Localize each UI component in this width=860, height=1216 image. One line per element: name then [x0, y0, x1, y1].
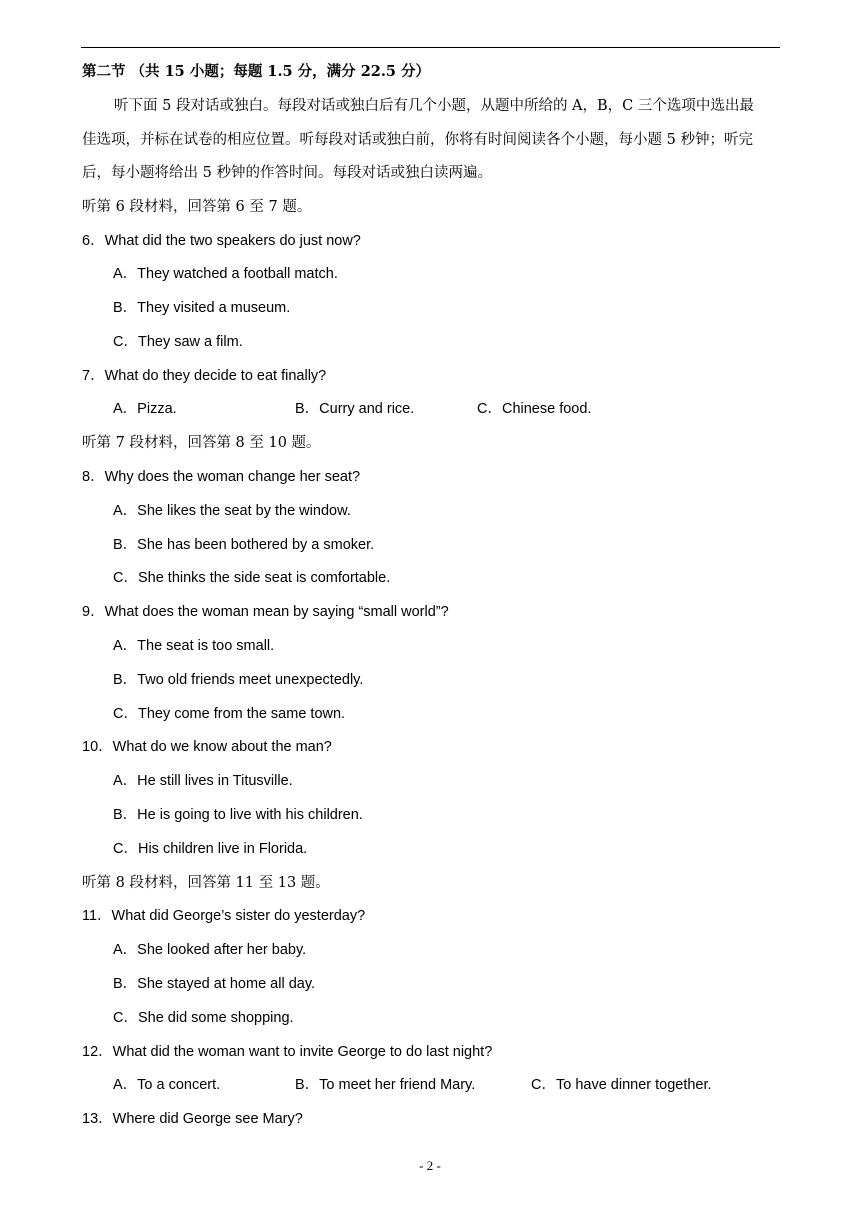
question-10-option-c: C．His children live in Florida.: [113, 841, 308, 857]
question-11-option-c: C．She did some shopping.: [113, 1010, 294, 1026]
top-divider: [81, 47, 780, 48]
question-10-stem: 10．What do we know about the man?: [82, 739, 332, 755]
question-12-option-c: C．To have dinner together.: [531, 1077, 712, 1093]
question-6-option-a: A．They watched a football match.: [113, 266, 338, 282]
question-12-option-a: A．To a concert.: [113, 1077, 221, 1093]
question-10-option-b: B．He is going to live with his children.: [113, 807, 363, 823]
section-title: 第二节 （共 15 小题；每题 1.5 分，满分 22.5 分）: [82, 63, 431, 80]
question-13-stem: 13．Where did George see Mary?: [82, 1111, 303, 1127]
question-6-option-c: C．They saw a film.: [113, 334, 243, 350]
question-11-stem: 11．What did George’s sister do yesterday?: [82, 908, 366, 924]
instructions-line-3: 后，每小题将给出 5 秒钟的作答时间。每段对话或独白读两遍。: [82, 165, 492, 181]
instructions-line-1: 听下面 5 段对话或独白。每段对话或独白后有几个小题，从题中所给的 A，B，C 三个选项中选出最: [114, 98, 754, 114]
question-12-stem: 12．What did the woman want to invite George to do last night?: [82, 1044, 493, 1060]
question-9-option-c: C．They come from the same town.: [113, 706, 346, 722]
question-6-option-b: B．They visited a museum.: [113, 300, 291, 316]
question-11-option-a: A．She looked after her baby.: [113, 942, 307, 958]
question-12-option-b: B．To meet her friend Mary.: [295, 1077, 476, 1093]
question-9-option-a: A．The seat is too small.: [113, 638, 275, 654]
group-heading-7: 听第 7 段材料，回答第 8 至 10 题。: [82, 435, 321, 451]
question-10-option-a: A．He still lives in Titusville.: [113, 773, 293, 789]
question-8-option-a: A．She likes the seat by the window.: [113, 503, 351, 519]
question-9-option-b: B．Two old friends meet unexpectedly.: [113, 672, 364, 688]
page-number: - 2 -: [419, 1158, 441, 1173]
question-11-option-b: B．She stayed at home all day.: [113, 976, 316, 992]
question-7-stem: 7．What do they decide to eat finally?: [82, 368, 327, 384]
question-9-stem: 9．What does the woman mean by saying “small world”?: [82, 604, 449, 620]
question-6-stem: 6．What did the two speakers do just now?: [82, 233, 361, 249]
question-8-option-b: B．She has been bothered by a smoker.: [113, 537, 375, 553]
question-7-option-c: C．Chinese food.: [477, 401, 592, 417]
group-heading-8: 听第 8 段材料，回答第 11 至 13 题。: [82, 875, 330, 891]
group-heading-6: 听第 6 段材料，回答第 6 至 7 题。: [82, 199, 312, 215]
question-7-option-b: B．Curry and rice.: [295, 401, 415, 417]
question-8-stem: 8．Why does the woman change her seat?: [82, 469, 361, 485]
question-7-option-a: A．Pizza.: [113, 401, 177, 417]
instructions-line-2: 佳选项，并标在试卷的相应位置。听每段对话或独白前，你将有时间阅读各个小题，每小题 5 秒钟；听完: [82, 132, 753, 148]
question-8-option-c: C．She thinks the side seat is comfortable.: [113, 570, 391, 586]
